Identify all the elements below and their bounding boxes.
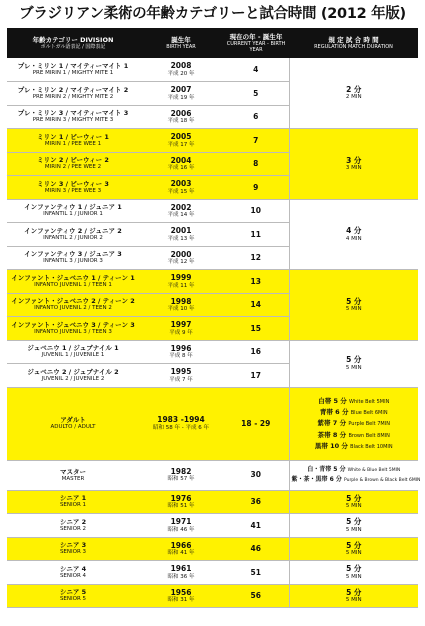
age-cell: 18 - 29 xyxy=(223,387,289,460)
division-cell: アダルト ADULTO / ADULT xyxy=(7,387,139,460)
birth-year-cell: 1961 昭和 36 年 xyxy=(139,561,223,585)
belt-duration: 白・青帯 5 分 White & Blue Belt 5MIN xyxy=(307,466,401,474)
division-cell: シニア 1 SENIOR 1 xyxy=(7,490,139,514)
division-cell: プレ・ミリン 1 / マイティーマイト 1 PRE MIRIN 1 / MIGHTY MITE 1 xyxy=(7,58,139,82)
age-cell: 13 xyxy=(223,270,289,294)
age-cell: 5 xyxy=(223,82,289,106)
division-cell: ジュベニウ 2 / ジュブナイル 2 JUVENIL 2 / JUVENILE 2 xyxy=(7,364,139,388)
birth-year-cell: 1996 平成 8 年 xyxy=(139,340,223,364)
table-row xyxy=(7,490,418,514)
duration-cell: 5 分 5 MIN xyxy=(289,270,418,341)
birth-year-cell: 1997 平成 9 年 xyxy=(139,317,223,341)
division-cell: ミリン 3 / ピーウィー 3 MIRIN 3 / PEE WEE 3 xyxy=(7,176,139,200)
division-cell: ジュベニウ 1 / ジュブナイル 1 JUVENIL 1 / JUVENILE 1 xyxy=(7,340,139,364)
header-birth-year: 誕生年 BIRTH YEAR xyxy=(139,28,223,58)
age-cell: 16 xyxy=(223,340,289,364)
table-row xyxy=(7,537,418,561)
division-cell: インファント・ジュベニウ 2 / ティーン 2 INFANTO JUVENIL 2 / TEEN 2 xyxy=(7,293,139,317)
birth-year-cell: 2005 平成 17 年 xyxy=(139,129,223,153)
age-cell: 51 xyxy=(223,561,289,585)
belt-duration: 白帯 5 分 White Belt 5MIN xyxy=(318,396,390,405)
division-cell: インファント・ジュベニウ 3 / ティーン 3 INFANTO JUVENIL 3 / TEEN 3 xyxy=(7,317,139,341)
belt-duration: 紫帯 7 分 Purple Belt 7MIN xyxy=(317,419,390,428)
duration-cell xyxy=(289,387,418,460)
birth-year-cell: 1982 昭和 57 年 xyxy=(139,460,223,490)
birth-year-cell: 2003 平成 15 年 xyxy=(139,176,223,200)
category-table xyxy=(7,28,421,608)
age-cell: 4 xyxy=(223,58,289,82)
birth-year-cell: 1976 昭和 51 年 xyxy=(139,490,223,514)
table-row xyxy=(7,270,418,294)
belt-duration: 黒帯 10 分 Black Belt 10MIN xyxy=(314,441,393,450)
table-row xyxy=(7,199,418,223)
birth-year-cell: 2008 平成 20 年 xyxy=(139,58,223,82)
age-cell: 7 xyxy=(223,129,289,153)
header-age: 現在の年 - 誕生年 CURRENT YEAR - BIRTH YEAR xyxy=(223,28,289,58)
duration-cell: 2 分 2 MIN xyxy=(289,58,418,129)
header-division: 年齢カテゴリー DIVISION ポルトガル語表記 / 国際表記 xyxy=(7,28,139,58)
birth-year-cell: 2000 平成 12 年 xyxy=(139,246,223,270)
birth-year-cell: 2002 平成 14 年 xyxy=(139,199,223,223)
duration-cell: 5 分 5 MIN xyxy=(289,514,418,538)
birth-year-cell: 2006 平成 18 年 xyxy=(139,105,223,129)
age-cell: 9 xyxy=(223,176,289,200)
table-row xyxy=(7,129,418,153)
birth-year-cell: 2001 平成 13 年 xyxy=(139,223,223,247)
age-cell: 56 xyxy=(223,584,289,608)
duration-cell: 5 分 5 MIN xyxy=(289,561,418,585)
age-cell: 30 xyxy=(223,460,289,490)
header-row xyxy=(7,28,418,58)
duration-cell: 3 分 3 MIN xyxy=(289,129,418,200)
division-cell: ミリン 2 / ピーウィー 2 MIRIN 2 / PEE WEE 2 xyxy=(7,152,139,176)
division-cell: インファンティウ 3 / ジュニア 3 INFANTIL 3 / JUNIOR 3 xyxy=(7,246,139,270)
belt-duration: 紫・茶・黒帯 6 分 Purple & Brown & Black Belt 6MIN xyxy=(291,476,421,483)
age-cell: 12 xyxy=(223,246,289,270)
division-cell: シニア 3 SENIOR 3 xyxy=(7,537,139,561)
division-cell: インファント・ジュベニウ 1 / ティーン 1 INFANTO JUVENIL 1 / TEEN 1 xyxy=(7,270,139,294)
birth-year-cell: 1956 昭和 31 年 xyxy=(139,584,223,608)
division-cell: インファンティウ 2 / ジュニア 2 INFANTIL 2 / JUNIOR 2 xyxy=(7,223,139,247)
division-cell: シニア 5 SENIOR 5 xyxy=(7,584,139,608)
age-cell: 36 xyxy=(223,490,289,514)
birth-year-cell: 1966 昭和 41 年 xyxy=(139,537,223,561)
birth-year-cell: 1998 平成 10 年 xyxy=(139,293,223,317)
duration-cell: 4 分 4 MIN xyxy=(289,199,418,270)
division-cell: マスター MASTER xyxy=(7,460,139,490)
age-cell: 11 xyxy=(223,223,289,247)
division-cell: プレ・ミリン 3 / マイティーマイト 3 PRE MIRIN 3 / MIGHTY MITE 3 xyxy=(7,105,139,129)
age-cell: 41 xyxy=(223,514,289,538)
table-row xyxy=(7,387,418,460)
division-cell: シニア 4 SENIOR 4 xyxy=(7,561,139,585)
birth-year-cell: 1995 平成 7 年 xyxy=(139,364,223,388)
age-cell: 14 xyxy=(223,293,289,317)
duration-cell: 5 分 5 MIN xyxy=(289,490,418,514)
table-row xyxy=(7,340,418,364)
division-cell: シニア 2 SENIOR 2 xyxy=(7,514,139,538)
duration-cell: 5 分 5 MIN xyxy=(289,340,418,387)
age-cell: 15 xyxy=(223,317,289,341)
birth-year-cell: 2004 平成 16 年 xyxy=(139,152,223,176)
age-cell: 8 xyxy=(223,152,289,176)
header-duration: 規 定 試 合 時 間 REGULATION MATCH DURATION xyxy=(289,28,418,58)
division-cell: ミリン 1 / ピーウィー 1 MIRIN 1 / PEE WEE 1 xyxy=(7,129,139,153)
belt-duration: 茶帯 8 分 Brown Belt 8MIN xyxy=(317,430,390,439)
age-cell: 17 xyxy=(223,364,289,388)
birth-year-cell: 1983 -1994 昭和 58 年 - 平成 6 年 xyxy=(139,387,223,460)
birth-year-cell: 2007 平成 19 年 xyxy=(139,82,223,106)
age-cell: 46 xyxy=(223,537,289,561)
table-row xyxy=(7,561,418,585)
table-row xyxy=(7,58,418,82)
table-row xyxy=(7,460,418,490)
duration-cell: 5 分 5 MIN xyxy=(289,584,418,608)
belt-duration: 青帯 6 分 Blue Belt 6MIN xyxy=(319,408,388,417)
division-cell: インファンティウ 1 / ジュニア 1 INFANTIL 1 / JUNIOR 1 xyxy=(7,199,139,223)
table-row xyxy=(7,514,418,538)
birth-year-cell: 1971 昭和 46 年 xyxy=(139,514,223,538)
division-cell: プレ・ミリン 2 / マイティーマイト 2 PRE MIRIN 2 / MIGHTY MITE 2 xyxy=(7,82,139,106)
age-cell: 10 xyxy=(223,199,289,223)
duration-cell xyxy=(289,460,421,490)
page-title: ブラジリアン柔術の年齢カテゴリーと試合時間 (2012 年版) xyxy=(19,6,406,22)
table-row xyxy=(7,584,418,608)
birth-year-cell: 1999 平成 11 年 xyxy=(139,270,223,294)
age-cell: 6 xyxy=(223,105,289,129)
duration-cell: 5 分 5 MIN xyxy=(289,537,418,561)
